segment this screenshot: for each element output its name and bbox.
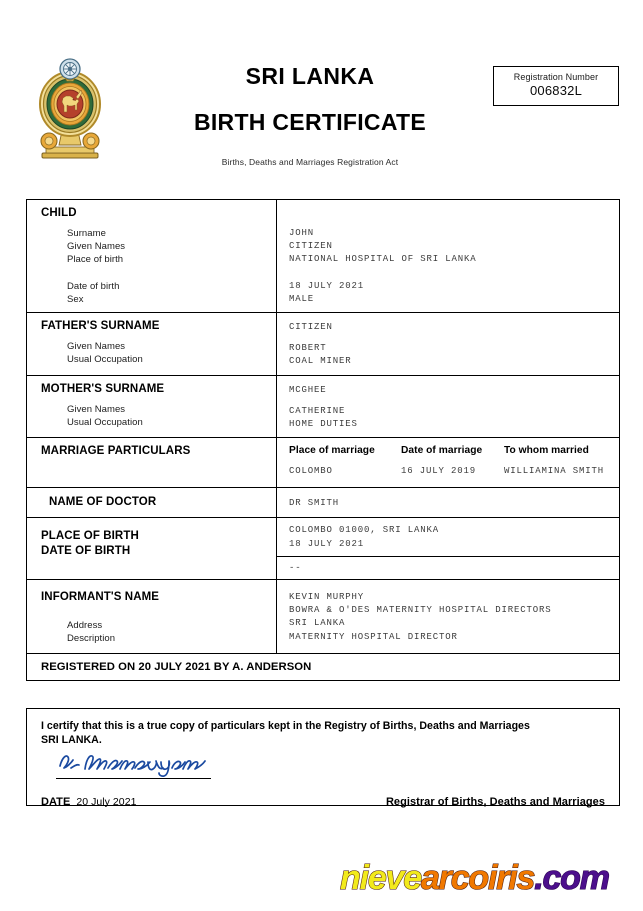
child-section-heading: CHILD [41,207,77,219]
table-row-place-date-of-birth [27,518,619,580]
signature-area [41,749,605,789]
birth-extra-value: -- [289,562,302,573]
child-sex-label: Sex [67,293,84,305]
sri-lanka-national-emblem [32,57,108,161]
informant-address-label: Address [67,620,103,632]
child-given-names-label: Given Names [67,241,126,253]
mother-labels-cell [27,376,277,438]
marriage-place-header: Place of marriage [289,445,375,457]
registration-number-value: 006832L [529,83,582,98]
doctor-label-cell [27,488,277,517]
marriage-values-cell [277,438,619,487]
mother-occupation-label: Usual Occupation [67,416,143,428]
table-row-informant [27,580,619,654]
birth-extra-divider [277,556,619,575]
mother-section-heading: MOTHER'S SURNAME [41,382,165,395]
informant-section-heading: INFORMANT'S NAME [41,591,160,604]
table-row-mother [27,376,619,439]
informant-description-label: Description [67,633,116,645]
mother-occupation-value: HOME DUTIES [289,419,358,430]
informant-description-value: MATERNITY HOSPITAL DIRECTOR [289,631,458,642]
child-surname-label: Surname [67,228,106,239]
marriage-to-whom-header: To whom married [504,445,589,457]
child-date-of-birth-value: 18 JULY 2021 [289,280,365,291]
watermark-part-1: nieve [340,859,421,897]
mother-surname-value: MCGHEE [289,384,327,395]
watermark-part-3: .com [534,859,609,897]
registrar-title: Registrar of Births, Deaths and Marriages [385,796,605,808]
father-given-names-label: Given Names [67,341,126,353]
table-row-registered-on [27,654,619,680]
mother-given-names-value: CATHERINE [289,405,346,416]
date-value: 20 July 2021 [76,796,137,808]
marriage-date-value: 16 JULY 2019 [401,466,477,477]
registrar-signature [55,749,215,777]
registered-on-text: REGISTERED ON 20 JULY 2021 BY A. ANDERSON [41,661,312,674]
child-place-of-birth-value: NATIONAL HOSPITAL OF SRI LANKA [289,254,477,265]
doctor-value-cell [277,488,619,517]
mother-values-cell [277,376,619,438]
registration-number-label: Registration Number [513,72,599,82]
marriage-section-heading: MARRIAGE PARTICULARS [41,445,191,458]
place-of-birth-value: COLOMBO 01000, SRI LANKA [289,525,440,536]
signature-underline [56,778,211,779]
father-labels-cell [27,313,277,375]
marriage-to-whom-value: WILLIAMINA SMITH [504,466,605,477]
watermark-text [340,858,630,898]
doctor-name-value: DR SMITH [289,498,340,509]
certification-footer [41,792,605,810]
certification-statement-line1: I certify that this is a true copy of particulars kept in the Registry of Births, Deaths and Marriages [41,720,530,732]
father-given-names-value: ROBERT [289,343,327,354]
date-label: DATE [41,796,71,808]
informant-name-value: KEVIN MURPHY [289,592,365,603]
title-block [140,62,480,167]
marriage-place-value: COLOMBO [289,466,333,477]
father-surname-value: CITIZEN [289,322,333,333]
child-date-of-birth-label: Date of birth [67,280,120,292]
marriage-label-cell [27,438,277,487]
certification-box [26,708,620,806]
child-values-cell [277,200,619,312]
registration-act-subtitle: Births, Deaths and Marriages Registration Act [221,157,399,167]
site-watermark [340,858,630,900]
child-given-names-value: CITIZEN [289,241,333,252]
child-sex-value: MALE [289,293,315,304]
father-occupation-label: Usual Occupation [67,354,143,366]
certificate-details-table [26,199,620,681]
table-row-marriage [27,438,619,488]
date-group [41,792,136,810]
table-row-child [27,200,619,313]
marriage-date-header: Date of marriage [401,445,483,457]
watermark-part-2: arcoiris [420,859,535,897]
certificate-header [0,0,643,185]
place-date-birth-label-cell [27,518,277,579]
child-place-of-birth-label: Place of birth [67,254,124,266]
child-surname-value: JOHN [289,228,315,238]
informant-address-line2-value: SRI LANKA [289,618,346,629]
table-row-doctor [27,488,619,518]
place-of-birth-heading: PLACE OF BIRTH [41,530,139,543]
marriage-column-headers [289,444,619,458]
registration-number-box [493,66,619,106]
father-values-cell [277,313,619,375]
country-title: SRI LANKA [245,63,375,89]
doctor-section-heading: NAME OF DOCTOR [49,496,157,509]
document-title: BIRTH CERTIFICATE [193,109,427,135]
informant-labels-cell [27,580,277,653]
place-date-birth-value-cell [277,518,619,579]
date-of-birth-heading: DATE OF BIRTH [41,545,131,558]
informant-values-cell [277,580,619,653]
father-occupation-value: COAL MINER [289,356,352,367]
father-section-heading: FATHER'S SURNAME [41,320,160,333]
informant-address-line1-value: BOWRA & O'DES MATERNITY HOSPITAL DIRECTORS [289,605,552,616]
mother-given-names-label: Given Names [67,403,126,415]
certification-statement-line2: SRI LANKA. [41,734,102,746]
table-row-father [27,313,619,376]
marriage-values-row [289,465,619,478]
child-labels-cell [27,200,277,312]
date-of-birth-value: 18 JULY 2021 [289,538,365,549]
